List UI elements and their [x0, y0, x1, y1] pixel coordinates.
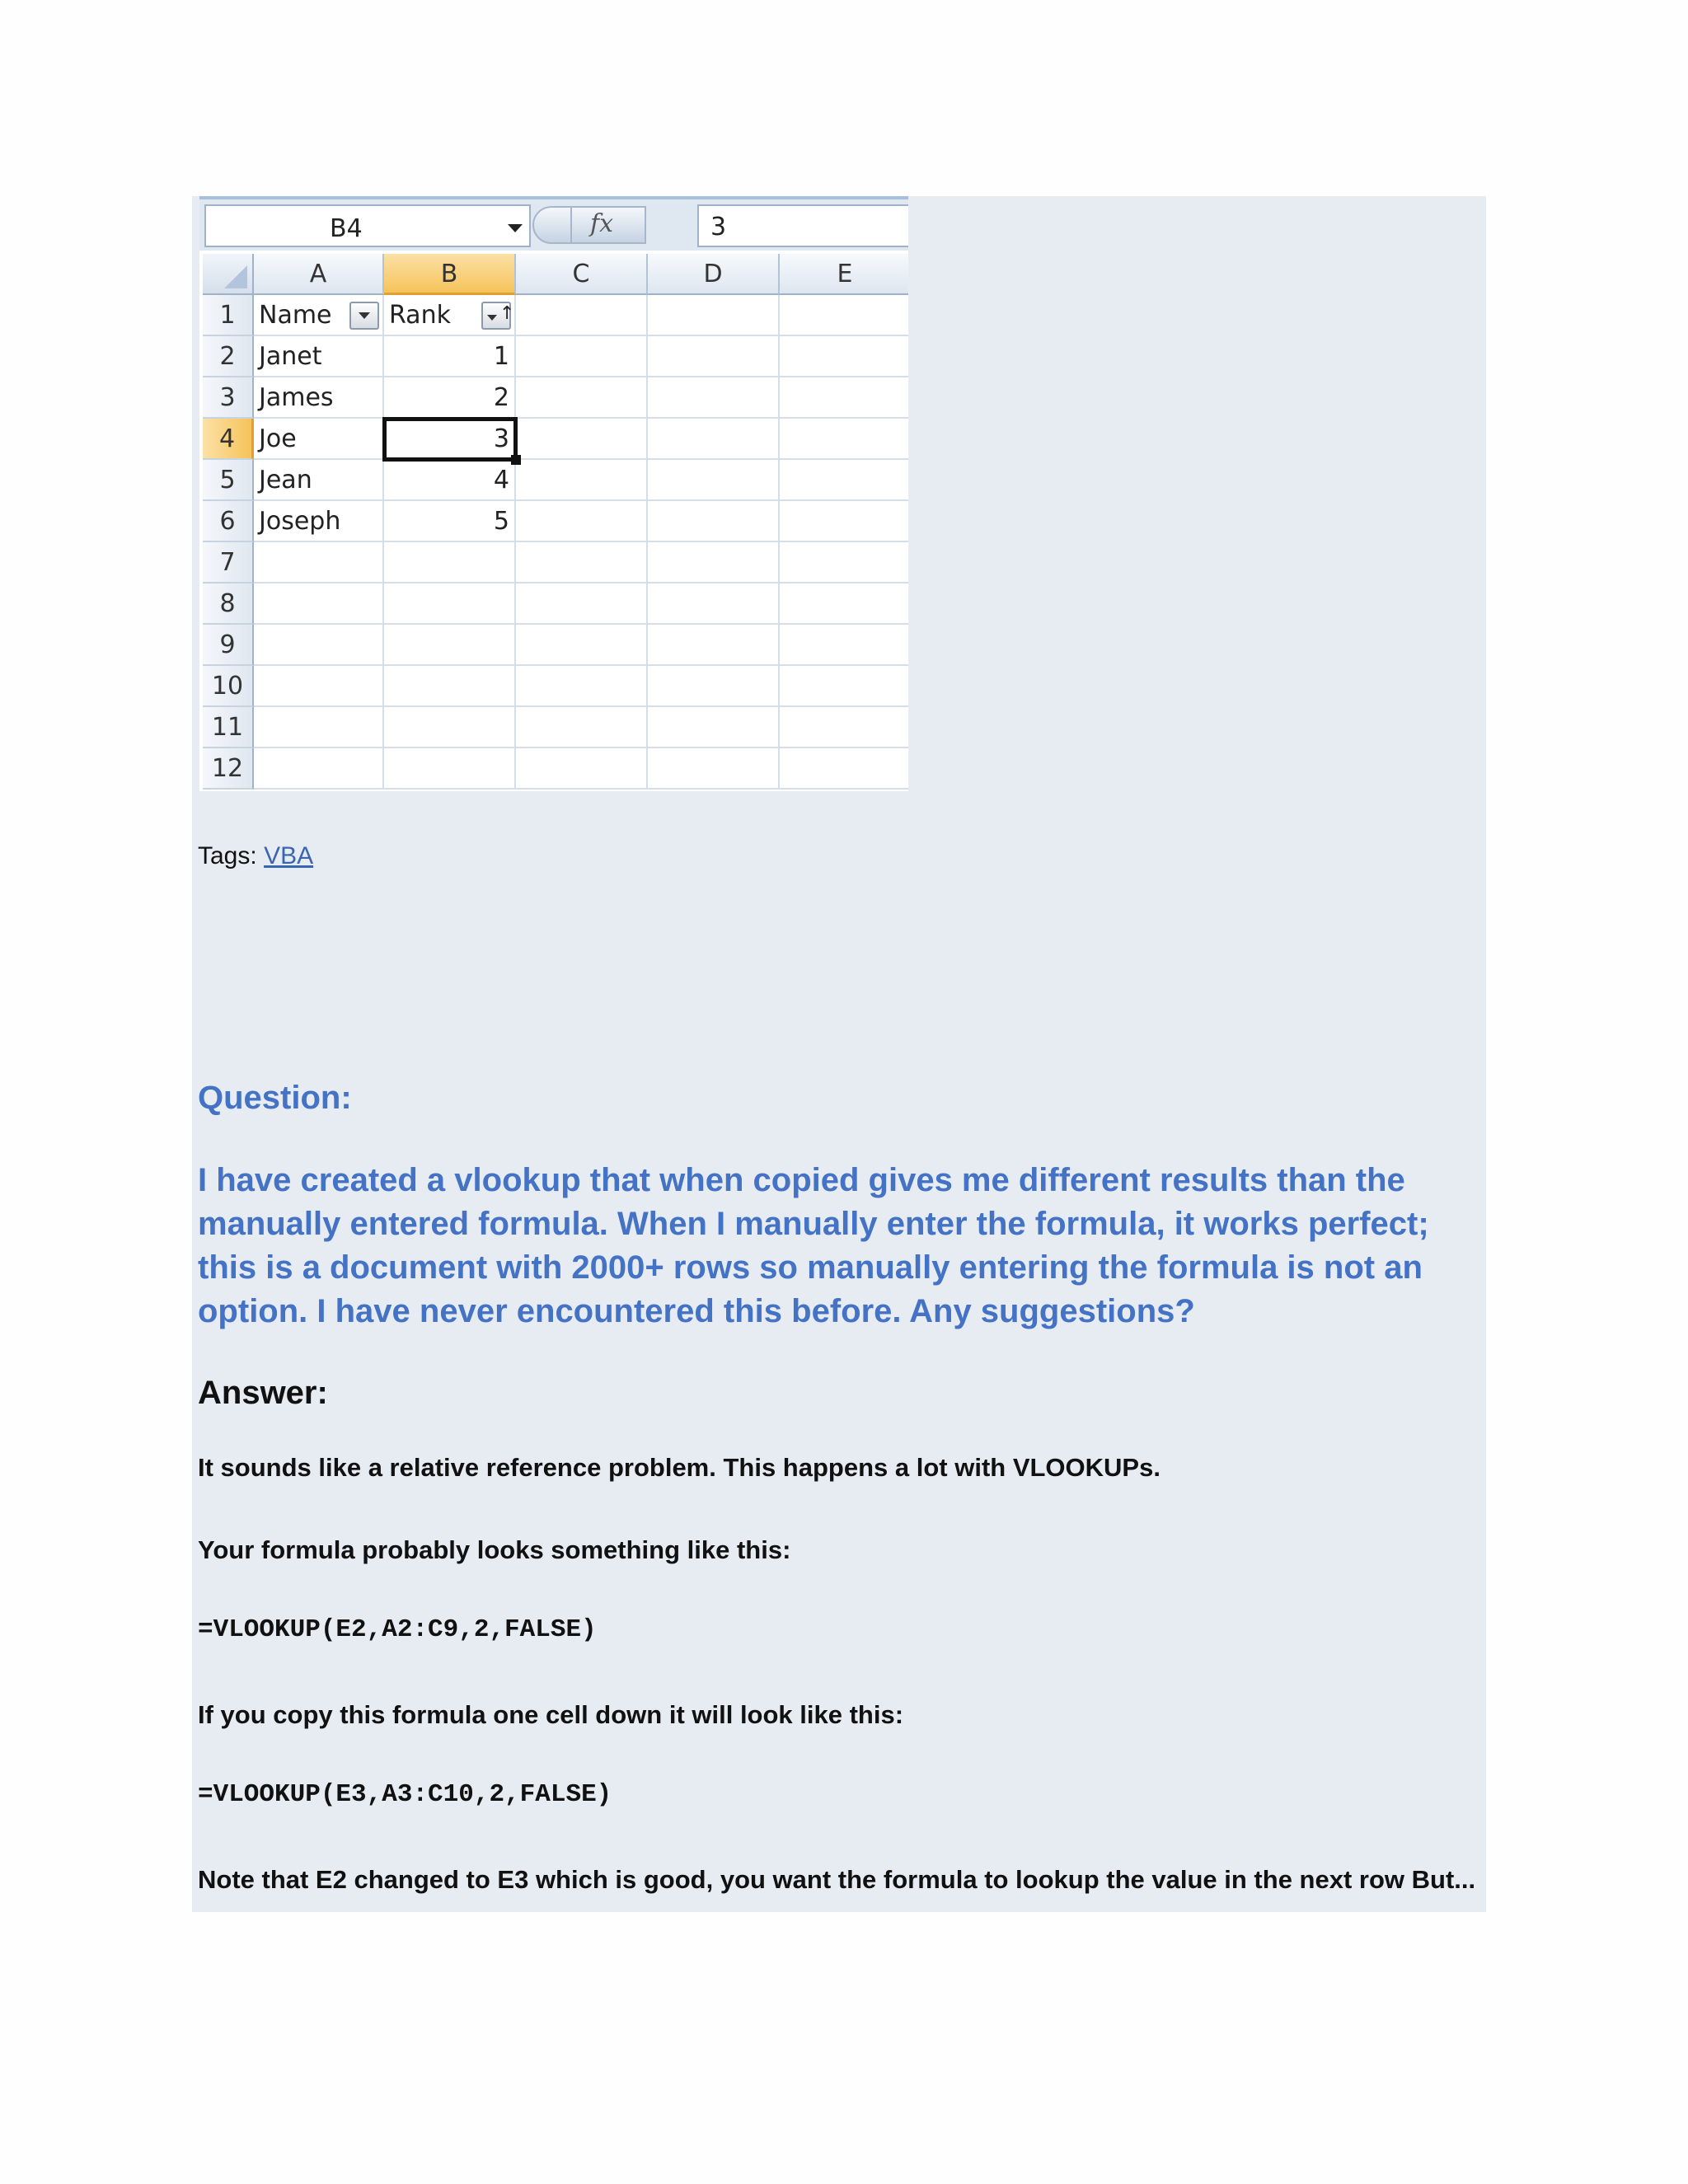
cell-b11[interactable]	[384, 707, 516, 748]
cell-a5[interactable]: Jean	[254, 460, 384, 501]
row-header-8[interactable]: 8	[203, 583, 254, 625]
cell-a1[interactable]	[254, 295, 384, 336]
row-header-3[interactable]: 3	[203, 377, 254, 419]
cell-a10[interactable]	[254, 666, 384, 707]
filter-dropdown-button[interactable]	[349, 302, 379, 330]
cell-a9[interactable]	[254, 625, 384, 666]
answer-paragraph-1: It sounds like a relative reference problem. This happens a lot with VLOOKUPs.	[198, 1453, 1160, 1482]
chevron-down-icon[interactable]	[508, 224, 523, 232]
header-name-label: Name	[259, 301, 332, 330]
cell-c1[interactable]	[516, 295, 648, 336]
cell-e2[interactable]	[780, 336, 908, 377]
cell-d8[interactable]	[648, 583, 780, 625]
cell-e7[interactable]	[780, 542, 908, 583]
cell-e10[interactable]	[780, 666, 908, 707]
cell-e8[interactable]	[780, 583, 908, 625]
row-header-5[interactable]: 5	[203, 460, 254, 501]
cell-e11[interactable]	[780, 707, 908, 748]
answer-paragraph-4: Note that E2 changed to E3 which is good, you want the formula to lookup the value in the next row But...	[198, 1865, 1476, 1894]
cell-a7[interactable]	[254, 542, 384, 583]
cell-d12[interactable]	[648, 748, 780, 790]
cell-d4[interactable]	[648, 419, 780, 460]
column-header-b[interactable]: B	[384, 254, 516, 295]
tags-label: Tags:	[198, 842, 257, 869]
cell-e5[interactable]	[780, 460, 908, 501]
row-header-11[interactable]: 11	[203, 707, 254, 748]
cell-a6[interactable]: Joseph	[254, 501, 384, 542]
cell-e9[interactable]	[780, 625, 908, 666]
code-formula-2: =VLOOKUP(E3,A3:C10,2,FALSE)	[198, 1780, 612, 1809]
answer-heading: Answer:	[198, 1375, 328, 1411]
cell-d10[interactable]	[648, 666, 780, 707]
column-header-a[interactable]: A	[254, 254, 384, 295]
cell-a8[interactable]	[254, 583, 384, 625]
insert-function-button[interactable]	[572, 206, 646, 244]
row-header-6[interactable]: 6	[203, 501, 254, 542]
name-box[interactable]	[204, 204, 531, 247]
cell-b8[interactable]	[384, 583, 516, 625]
cell-b2[interactable]: 1	[384, 336, 516, 377]
row-header-2[interactable]: 2	[203, 336, 254, 377]
cell-b10[interactable]	[384, 666, 516, 707]
cell-d1[interactable]	[648, 295, 780, 336]
tags-line	[198, 842, 313, 870]
cell-e6[interactable]	[780, 501, 908, 542]
column-header-c[interactable]: C	[516, 254, 648, 295]
cell-b12[interactable]	[384, 748, 516, 790]
cell-c5[interactable]	[516, 460, 648, 501]
formula-bar-resize-handle[interactable]	[532, 206, 572, 244]
cell-c7[interactable]	[516, 542, 648, 583]
formula-input[interactable]	[697, 204, 908, 247]
question-heading: Question:	[198, 1080, 352, 1116]
filter-arrow-icon	[359, 312, 370, 319]
cell-a3[interactable]: James	[254, 377, 384, 419]
cell-b3[interactable]: 2	[384, 377, 516, 419]
cell-b5[interactable]: 4	[384, 460, 516, 501]
cell-b7[interactable]	[384, 542, 516, 583]
cell-e4[interactable]	[780, 419, 908, 460]
cell-a12[interactable]	[254, 748, 384, 790]
select-all-button[interactable]	[203, 254, 254, 295]
row-header-7[interactable]: 7	[203, 542, 254, 583]
cell-c11[interactable]	[516, 707, 648, 748]
cell-e3[interactable]	[780, 377, 908, 419]
select-all-triangle-icon	[224, 265, 247, 288]
formula-value: 3	[710, 213, 727, 241]
cell-d9[interactable]	[648, 625, 780, 666]
formula-bar	[199, 196, 908, 251]
cell-c9[interactable]	[516, 625, 648, 666]
column-header-e[interactable]: E	[780, 254, 908, 295]
cell-a2[interactable]: Janet	[254, 336, 384, 377]
cell-e12[interactable]	[780, 748, 908, 790]
cell-c4[interactable]	[516, 419, 648, 460]
row-header-1[interactable]: 1	[203, 295, 254, 336]
cell-d7[interactable]	[648, 542, 780, 583]
cell-d3[interactable]	[648, 377, 780, 419]
sort-ascending-icon: ↑	[499, 303, 515, 324]
cell-b4[interactable]: 3	[384, 419, 516, 460]
column-header-d[interactable]: D	[648, 254, 780, 295]
cell-e1[interactable]	[780, 295, 908, 336]
cell-b1[interactable]	[384, 295, 516, 336]
code-formula-1: =VLOOKUP(E2,A2:C9,2,FALSE)	[198, 1615, 597, 1644]
row-header-4[interactable]: 4	[203, 419, 254, 460]
cell-c6[interactable]	[516, 501, 648, 542]
cell-c3[interactable]	[516, 377, 648, 419]
sort-filter-button[interactable]	[481, 302, 515, 330]
cell-c8[interactable]	[516, 583, 648, 625]
fx-icon: fx	[590, 209, 614, 238]
cell-d6[interactable]	[648, 501, 780, 542]
cell-d11[interactable]	[648, 707, 780, 748]
cell-c2[interactable]	[516, 336, 648, 377]
cell-d5[interactable]	[648, 460, 780, 501]
cell-d2[interactable]	[648, 336, 780, 377]
active-cell-selection	[382, 417, 518, 462]
cell-b9[interactable]	[384, 625, 516, 666]
spreadsheet-image	[199, 196, 908, 791]
row-header-9[interactable]: 9	[203, 625, 254, 666]
filter-arrow-icon	[487, 315, 497, 321]
cell-a4[interactable]: Joe	[254, 419, 384, 460]
cell-b6[interactable]: 5	[384, 501, 516, 542]
tag-link-vba[interactable]: VBA	[264, 842, 314, 869]
cell-c10[interactable]	[516, 666, 648, 707]
answer-paragraph-3: If you copy this formula one cell down it will look like this:	[198, 1700, 904, 1729]
header-rank-label: Rank	[389, 301, 451, 330]
answer-paragraph-2: Your formula probably looks something like this:	[198, 1535, 791, 1564]
cell-a11[interactable]	[254, 707, 384, 748]
question-body: I have created a vlookup that when copied gives me different results than the manually entered formula. When I manually enter the formula, it works perfect; this is a document with 2000+ rows so manually entering the formula is not an option. I have never encountered this before. Any suggestions?	[198, 1162, 1429, 1329]
row-header-10[interactable]: 10	[203, 666, 254, 707]
cell-c12[interactable]	[516, 748, 648, 790]
fill-handle[interactable]	[511, 455, 521, 465]
row-header-12[interactable]: 12	[203, 748, 254, 790]
name-box-value: B4	[330, 214, 363, 243]
